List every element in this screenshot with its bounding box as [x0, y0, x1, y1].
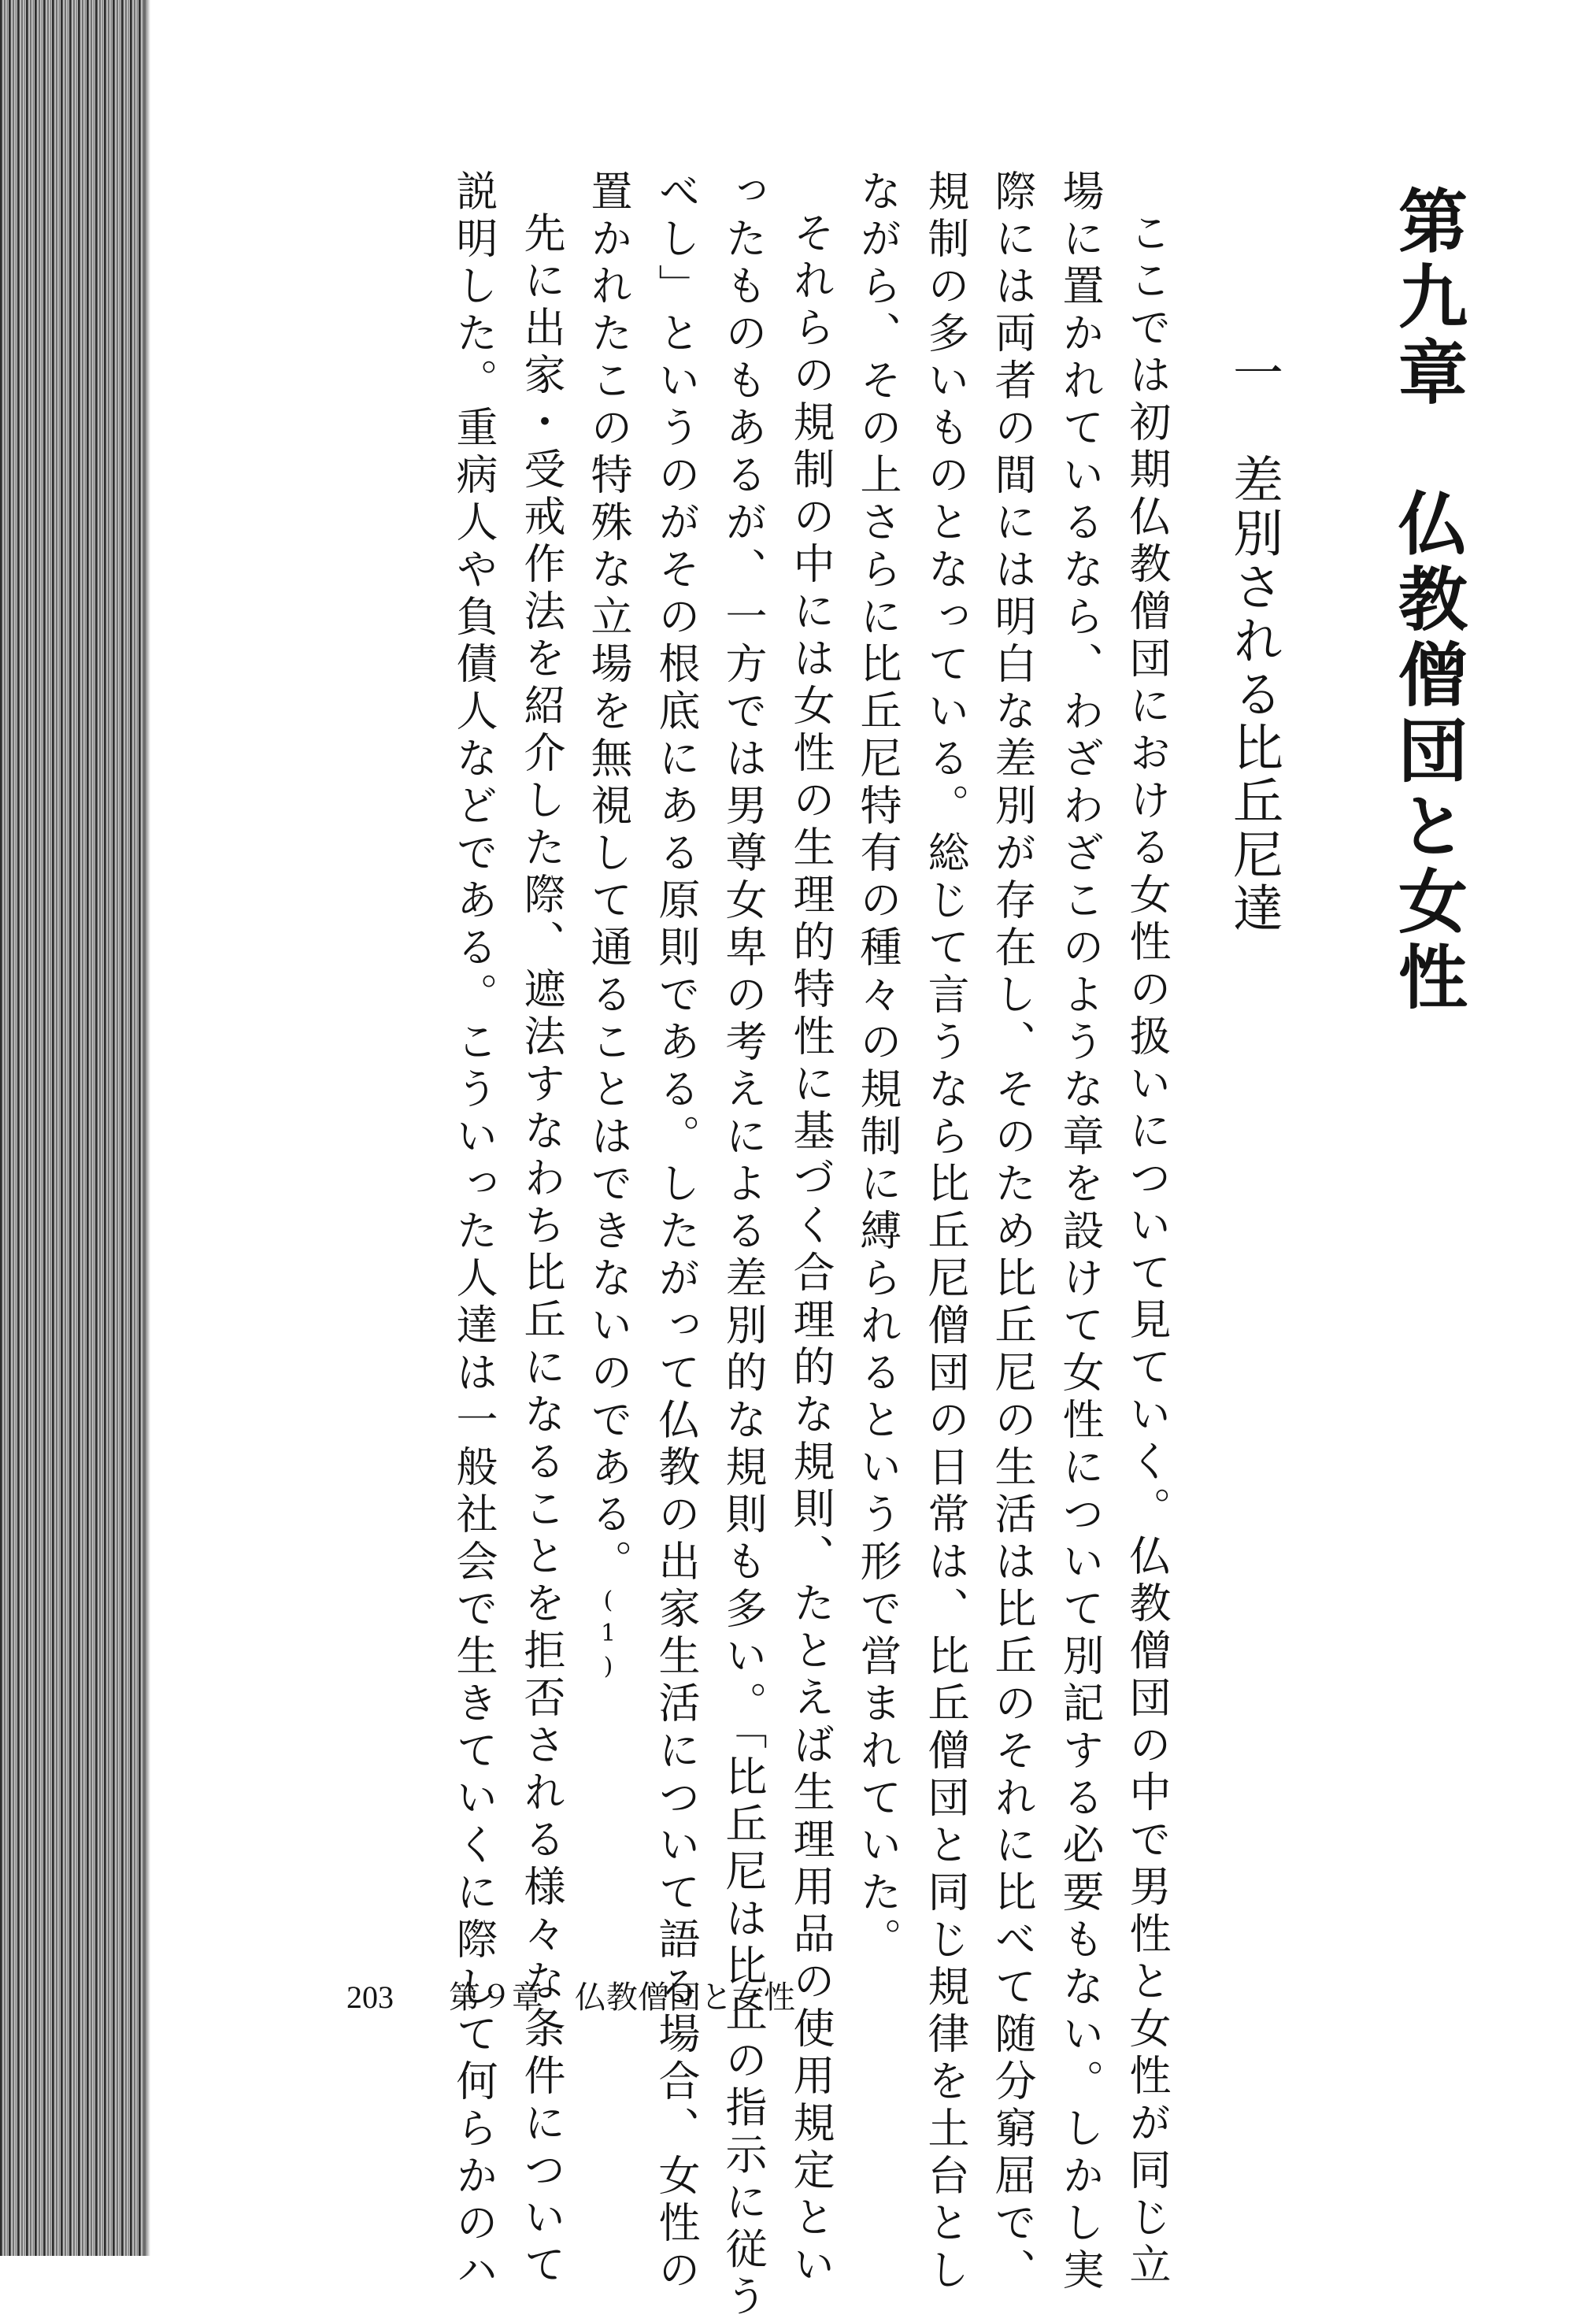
body-column: それらの規制の中には女性の生理的特性に基づく合理的な規則、たとえば生理用品の使用規定とい	[787, 211, 835, 2290]
page-number: 203	[346, 1979, 394, 2015]
running-footer	[346, 1972, 795, 2017]
body-column: 際には両者の間には明白な差別が存在し、そのため比丘尼の生活は比丘のそれに比べて随分窮屈で、	[988, 169, 1036, 2295]
section-heading: 一 差別される比丘尼達	[1224, 346, 1283, 935]
body-column: ったものもあるが、一方では男尊女卑の考えによる差別的な規則も多い。「比丘尼は比丘の指示に従う	[719, 169, 767, 2322]
scanned-page-edge	[0, 0, 146, 2256]
body-column: 先に出家・受戒作法を紹介した際、遮法すなわち比丘になることを拒否される様々な条件について	[517, 211, 565, 2290]
footnote-reference: (1)	[594, 1587, 622, 1686]
body-column: 規制の多いものとなっている。総じて言うなら比丘尼僧団の日常は、比丘僧団と同じ規律を土台とし	[921, 169, 969, 2295]
body-column: ここでは初期仏教僧団における女性の扱いについて見ていく。仏教僧団の中で男性と女性が同じ立	[1123, 211, 1171, 2290]
body-column: 説明した。重病人や負債人などである。こういった人達は一般社会で生きていくに際して何らかのハ	[450, 169, 498, 2295]
body-column: ながら、その上さらに比丘尼特有の種々の規制に縛られるという形で営まれていた。	[854, 169, 902, 1965]
body-column: べし」というのがその根底にある原則である。したがって仏教の出家生活について語る場合、女性の	[652, 169, 700, 2295]
running-title: 第９章 仏教僧団と女性	[449, 1979, 795, 2015]
body-column: 場に置かれているなら、わざわざこのような章を設けて女性について別記する必要もない。しかし実	[1056, 169, 1104, 2295]
body-column: 置かれたこの特殊な立場を無視して通ることはできないのである。(1)	[584, 169, 632, 1686]
chapter-title: 第九章 仏教僧団と女性	[1387, 185, 1469, 1017]
